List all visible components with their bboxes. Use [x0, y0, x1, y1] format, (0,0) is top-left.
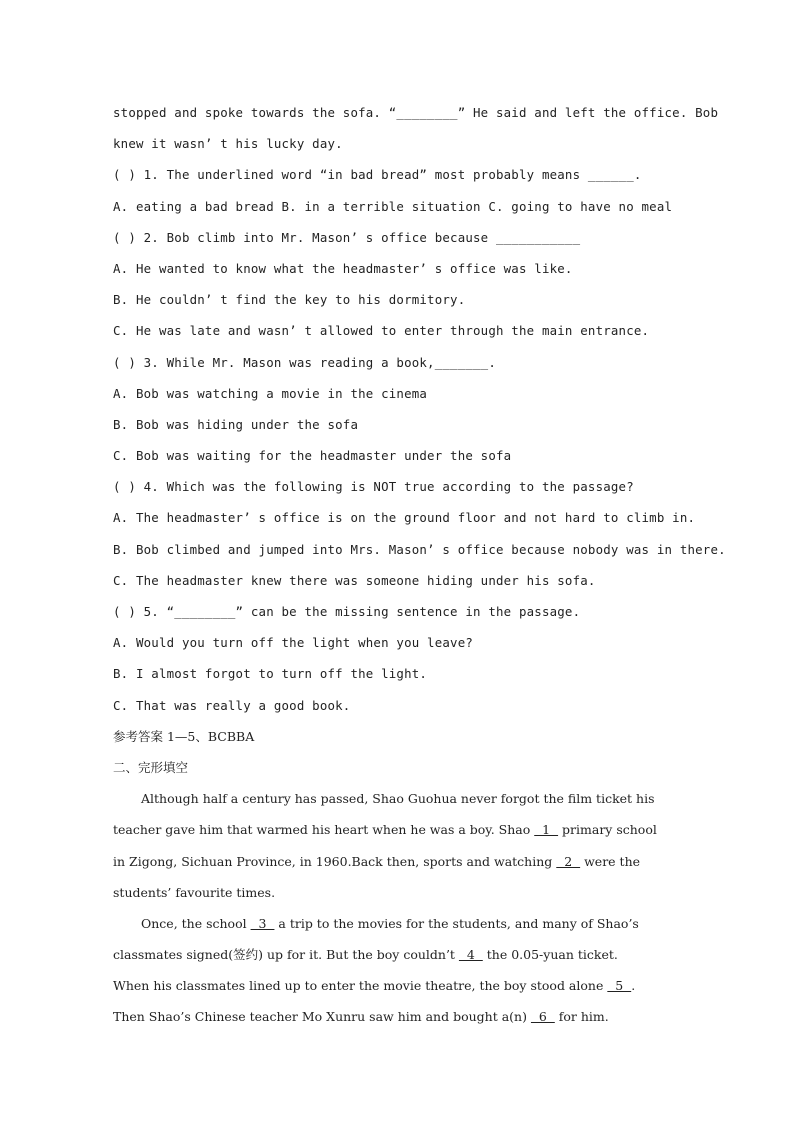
- question-option: C. Bob was waiting for the headmaster under the sofa: [113, 448, 512, 464]
- cloze-text: teacher gave him that warmed his heart when he was a boy. Shao: [113, 822, 535, 838]
- passage-line: knew it wasn’ t his lucky day.: [113, 136, 343, 152]
- cloze-line: [113, 1006, 685, 1037]
- question-option: A. Would you turn off the light when you leave?: [113, 635, 474, 651]
- cloze-text: in Zigong, Sichuan Province, in 1960.Back then, sports and watching: [113, 853, 557, 869]
- cloze-blank-6: 6: [530, 1009, 555, 1025]
- question-stem: ( ) 1. The underlined word “in bad bread” most probably means ______.: [113, 167, 642, 183]
- cloze-text: Although half a century has passed, Shao Guohua never forgot the film ticket his: [141, 791, 655, 807]
- question-option: A. The headmaster’ s office is on the ground floor and not hard to climb in.: [113, 510, 696, 526]
- cloze-blank-3: 3: [250, 915, 275, 931]
- section-title: 二、完形填空: [113, 759, 189, 775]
- cloze-text: a trip to the movies for the students, and many of Shao’s: [274, 915, 639, 931]
- cloze-line: [113, 975, 685, 1006]
- question-option: A. He wanted to know what the headmaster’ s office was like.: [113, 260, 573, 276]
- cloze-line: [113, 788, 685, 819]
- cloze-text: Then Shao’s Chinese teacher Mo Xunru saw him and bought a(n): [113, 1009, 531, 1025]
- question-stem: ( ) 5. “________” can be the missing sentence in the passage.: [113, 604, 581, 619]
- question-option: B. He couldn’ t find the key to his dormitory.: [113, 292, 466, 308]
- cloze-text: for him.: [554, 1009, 609, 1025]
- cloze-text: primary school: [558, 822, 657, 838]
- cloze-text: classmates signed(签约) up for it. But the boy couldn’t: [113, 947, 459, 963]
- question-stem: ( ) 4. Which was the following is NOT true according to the passage?: [113, 479, 634, 495]
- answer-key: 参考答案 1—5、BCBBA: [113, 728, 255, 744]
- cloze-text: were the: [580, 853, 641, 869]
- question-stem: ( ) 3. While Mr. Mason was reading a book,_______.: [113, 354, 496, 370]
- cloze-text: .: [631, 978, 636, 994]
- cloze-blank-1: 1: [534, 822, 559, 838]
- cloze-text: When his classmates lined up to enter the movie theatre, the boy stood alone: [113, 978, 608, 994]
- document-page: [113, 102, 726, 1038]
- question-stem: ( ) 2. Bob climb into Mr. Mason’ s office because ___________: [113, 229, 581, 245]
- cloze-blank-2: 2: [556, 853, 581, 869]
- question-option: C. He was late and wasn’ t allowed to enter through the main entrance.: [113, 323, 650, 339]
- question-option: A. eating a bad bread B. in a terrible situation C. going to have no meal: [113, 198, 673, 214]
- cloze-line: [113, 913, 685, 944]
- cloze-line: [113, 851, 685, 882]
- cloze-line: [113, 882, 685, 913]
- cloze-text: the 0.05-yuan ticket.: [482, 947, 618, 963]
- question-option: A. Bob was watching a movie in the cinema: [113, 385, 428, 401]
- question-option: B. Bob was hiding under the sofa: [113, 416, 359, 432]
- question-option: C. The headmaster knew there was someone hiding under his sofa.: [113, 572, 596, 588]
- cloze-text: Once, the school: [141, 915, 251, 931]
- cloze-line: [113, 819, 685, 850]
- question-option: B. Bob climbed and jumped into Mrs. Mason’ s office because nobody was in there.: [113, 541, 726, 557]
- question-option: C. That was really a good book.: [113, 697, 351, 713]
- cloze-blank-5: 5: [607, 978, 632, 994]
- cloze-line: [113, 944, 685, 975]
- question-option: B. I almost forgot to turn off the light.: [113, 666, 428, 682]
- passage-line: stopped and spoke towards the sofa. “________” He said and left the office. Bob: [113, 105, 719, 120]
- cloze-blank-4: 4: [458, 947, 483, 963]
- cloze-text: students’ favourite times.: [113, 884, 276, 900]
